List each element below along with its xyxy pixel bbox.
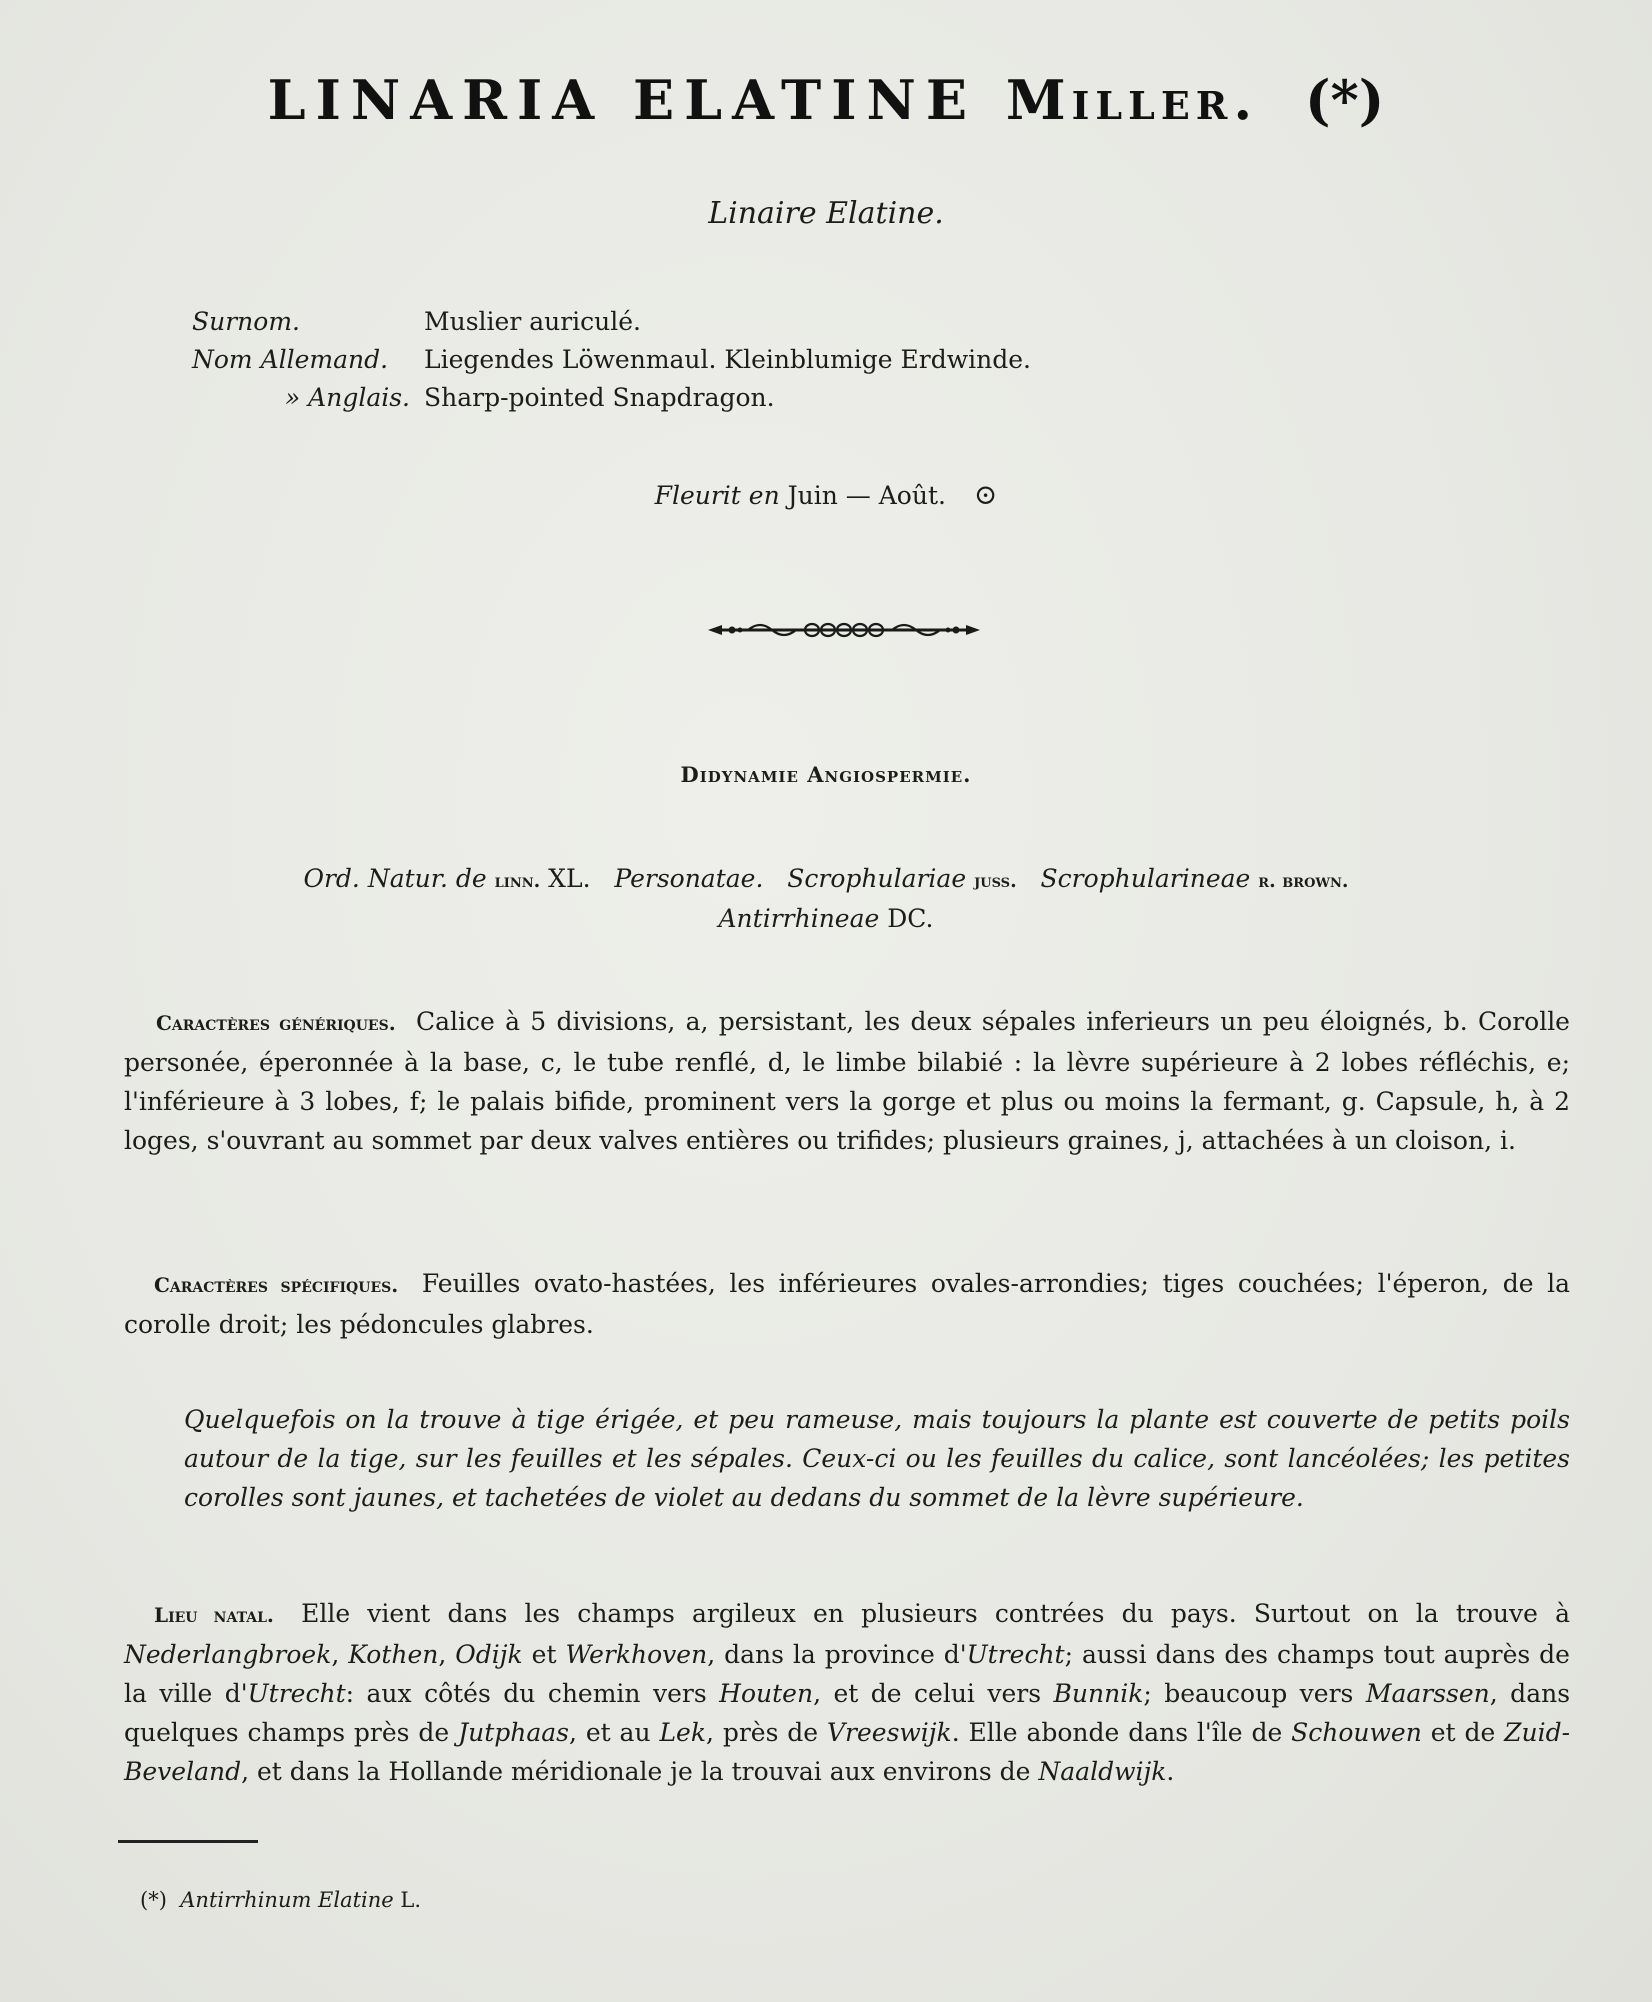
name-value: Muslier auriculé. xyxy=(424,307,642,336)
place-name: Jutphaas xyxy=(458,1718,569,1747)
generic-characters-text: Calice à 5 divisions, a, persistant, les deux sépales inferieurs un peu éloignés, b. Corolle personée, éperonnée à la base, c, le tube renflé, d, le limbe bilabié : la lèvre supérieure à 2 lobes réfléchis, e; l'inférieure à 3 lobes, f; le palais bifide, prominent vers la gorge et plus ou moins la fermant, g. Capsule, h, à 2 loges, s'ouvrant au sommet par deux valves entières ou trifides; plusieurs graines, j, attachées à un cloison, i. xyxy=(124,1007,1570,1155)
place-name: Vreeswijk xyxy=(826,1718,952,1747)
habitat-text: , et dans la Hollande méridionale je la trouvai aux environs de xyxy=(241,1757,1031,1786)
flowering-value: Juin — Août. xyxy=(787,481,946,510)
dc-abbrev: DC. xyxy=(887,904,934,933)
name-row-surnom xyxy=(192,303,1031,341)
order-label: Ord. Natur. de xyxy=(303,864,487,893)
ornament-divider-icon xyxy=(708,616,980,644)
place-name: Utrecht xyxy=(247,1679,346,1708)
place-name: Nederlangbroek xyxy=(124,1640,332,1669)
footnote-mark: (*) xyxy=(140,1888,167,1912)
name-value: Sharp-pointed Snapdragon. xyxy=(424,383,775,412)
title-species: LINARIA ELATINE xyxy=(267,68,978,132)
habitat-text: . xyxy=(1166,1757,1175,1786)
habitat-text: , et au xyxy=(569,1718,651,1747)
order-line-1 xyxy=(0,860,1652,900)
title-author: Miller. xyxy=(1005,68,1259,132)
page-title xyxy=(0,68,1652,132)
footnote-synonym: Antirrhinum Elatine xyxy=(180,1888,394,1912)
habitat-text: , xyxy=(438,1640,447,1669)
name-value: Liegendes Löwenmaul. Kleinblumige Erdwinde. xyxy=(424,345,1031,374)
habitat-paragraph xyxy=(124,1594,1570,1791)
linnaean-class: Didynamie Angiospermie. xyxy=(680,762,972,787)
habitat-text: , près de xyxy=(706,1718,819,1747)
habitat-text: , dans quelques champs près de xyxy=(124,1679,1571,1747)
place-name: Houten xyxy=(719,1679,814,1708)
place-name: Maarssen xyxy=(1365,1679,1490,1708)
habitat-text: : aux côtés du chemin vers xyxy=(345,1679,707,1708)
name-label: Nom Allemand. xyxy=(192,345,389,374)
habitat-text: , xyxy=(331,1640,340,1669)
order-antirrhineae: Antirrhineae xyxy=(718,904,880,933)
name-label: » Anglais. xyxy=(284,383,410,412)
order-scrophularineae: Scrophularineae xyxy=(1040,864,1251,893)
flowering-period xyxy=(0,478,1652,511)
place-name: Naaldwijk xyxy=(1038,1757,1167,1786)
order-scrophulariae: Scrophulariae xyxy=(787,864,967,893)
generic-characters-paragraph xyxy=(124,1002,1570,1160)
place-name: Werkhoven xyxy=(565,1640,708,1669)
habitat-text: , et de celui vers xyxy=(813,1679,1042,1708)
brown-abbrev: r. brown. xyxy=(1258,870,1349,892)
specific-characters-heading: Caractères spécifiques. xyxy=(154,1273,399,1297)
natural-order xyxy=(0,860,1652,938)
footnote xyxy=(140,1888,421,1912)
footnote-author: L. xyxy=(400,1888,422,1912)
habitat-text: . Elle abonde dans l'île de xyxy=(951,1718,1283,1747)
generic-characters-heading: Caractères génériques. xyxy=(156,1011,396,1035)
habitat-text: ; aussi dans des champs tout auprès de la ville d' xyxy=(124,1640,1570,1708)
specific-characters-text: Feuilles ovato-hastées, les inférieures ovales-arrondies; tiges couchées; l'éperon, de la corolle droit; les pédoncules glabres. xyxy=(124,1269,1571,1339)
name-label: Surnom. xyxy=(192,307,300,336)
footnote-rule xyxy=(118,1840,258,1843)
title-footnote-mark: (*) xyxy=(1304,68,1385,132)
note-paragraph: Quelquefois on la trouve à tige érigée, et peu rameuse, mais toujours la plante est couverte de petits poils autour de la tige, sur les feuilles et les sépales. Ceux-ci ou les feuilles du calice, sont lancéolées; les petites corolles sont jaunes, et tachetées de violet au dedans du sommet de la lèvre supérieure. xyxy=(184,1405,1570,1512)
order-number: XL. xyxy=(548,864,591,893)
place-name: Zuid-Beveland xyxy=(124,1718,1571,1786)
specific-characters-paragraph xyxy=(124,1264,1570,1344)
habitat-text: et xyxy=(531,1640,557,1669)
order-personatae: Personatae. xyxy=(614,864,764,893)
habitat-text: , dans la province d' xyxy=(707,1640,967,1669)
habitat-heading: Lieu natal. xyxy=(154,1603,274,1627)
name-row-anglais xyxy=(192,379,1031,417)
linn-abbrev: linn. xyxy=(494,870,541,892)
order-line-2 xyxy=(0,900,1652,938)
vernacular-names xyxy=(192,303,1031,417)
place-name: Lek xyxy=(659,1718,706,1747)
place-name: Kothen xyxy=(348,1640,439,1669)
flowering-label: Fleurit en xyxy=(654,481,780,510)
name-row-allemand xyxy=(192,341,1031,379)
place-name: Schouwen xyxy=(1291,1718,1422,1747)
habitat-text: ; beaucoup vers xyxy=(1143,1679,1354,1708)
habitat-text: Elle vient dans les champs argileux en plusieurs contrées du pays. Surtout on la trouve à xyxy=(301,1599,1570,1628)
place-name: Utrecht xyxy=(966,1640,1065,1669)
place-name: Bunnik xyxy=(1053,1679,1144,1708)
annual-symbol-icon: ⊙ xyxy=(973,478,998,511)
common-name: Linaire Elatine. xyxy=(708,196,944,231)
place-name: Odijk xyxy=(455,1640,523,1669)
juss-abbrev: juss. xyxy=(974,870,1017,892)
habitat-text: et de xyxy=(1430,1718,1496,1747)
